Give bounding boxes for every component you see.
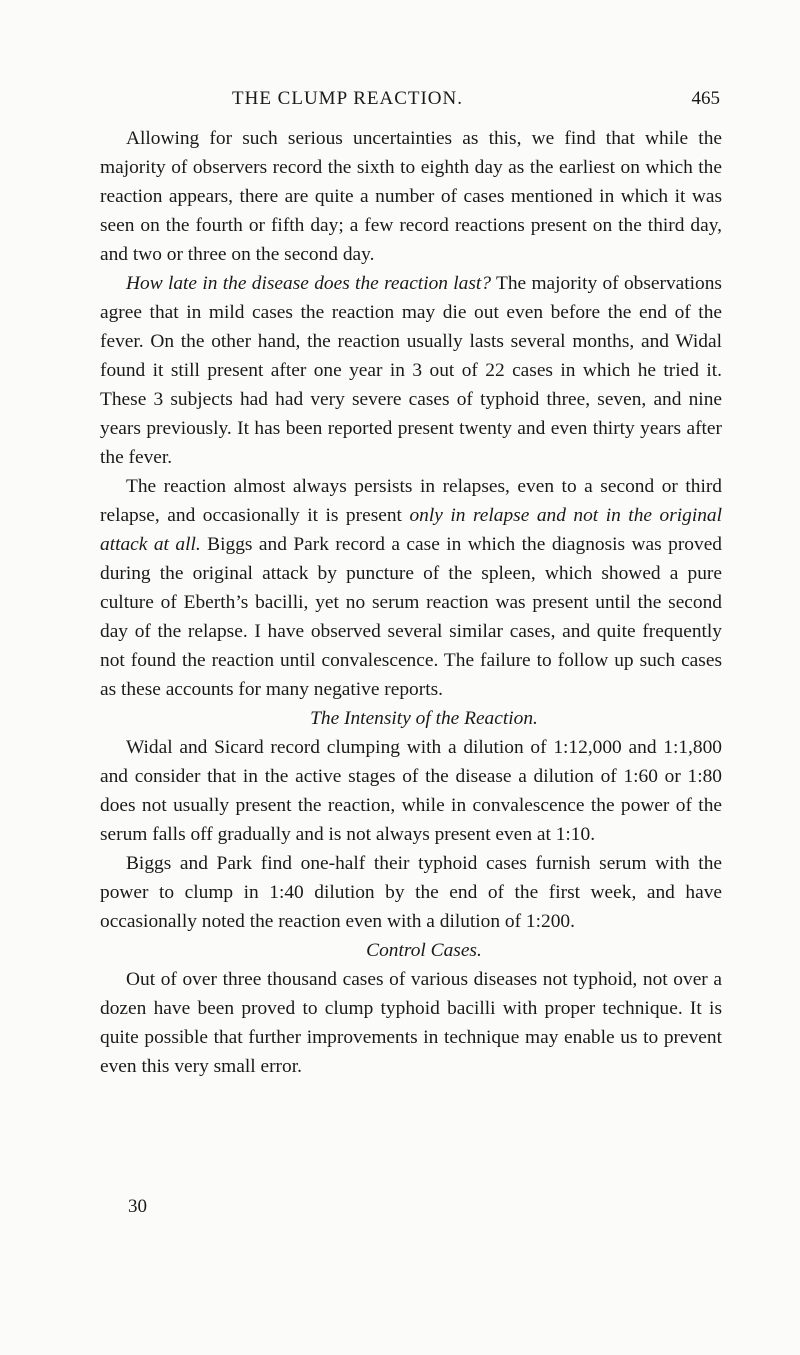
paragraph-biggs-park: Biggs and Park find one-half their typhoid cases furnish serum with the power to clump in 1:40 dilution by the end of the first week, and have occasionally noted the reaction even with a dilution of 1:200. bbox=[100, 853, 722, 932]
paragraph-relapse-text-a: The reaction almost always persists in relapses, even to a second or third relapse, and occasionally it is present bbox=[100, 476, 722, 526]
running-head bbox=[100, 88, 720, 118]
paragraph-relapse-text-b: Biggs and Park record a case in which the diagnosis was proved during the original attack by puncture of the spleen, which showed a pure culture of Eberth’s bacilli, yet no serum reaction was present until the second day of the relapse. I have observed several similar cases, and quite frequently not found the reaction until convalescence. The failure to follow up such cases as these accounts for many negative reports. bbox=[100, 534, 722, 700]
paragraph-duration-text: The majority of observations agree that in mild cases the reaction may die out even before the end of the fever. On the other hand, the reaction usually lasts several months, and Widal found it still present after one year in 3 out of 22 cases in which he tried it. These 3 subjects had had very severe cases of typhoid three, seven, and nine years previously. It has been reported present twenty and even thirty years after the fever. bbox=[100, 273, 722, 468]
running-title: THE CLUMP REACTION. bbox=[232, 88, 463, 109]
paragraph-duration bbox=[100, 269, 722, 472]
paragraph-relapse-emphasis: only in relapse and not in the original attack at all. bbox=[100, 505, 722, 555]
paragraph-control-cases: Out of over three thousand cases of various diseases not typhoid, not over a dozen have been proved to clump typhoid bacilli with proper technique. It is quite possible that further improvements in technique may enable us to prevent even this very small error. bbox=[100, 969, 722, 1077]
paragraph-dilution: Widal and Sicard record clumping with a dilution of 1:12,000 and 1:1,800 and consider that in the active stages of the disease a dilution of 1:60 or 1:80 does not usually present the reaction, while in convalescence the power of the serum falls off gradually and is not always present even at 1:10. bbox=[100, 737, 722, 845]
paragraph-relapse bbox=[100, 472, 722, 704]
paragraph-duration-question: How late in the disease does the reaction last? bbox=[126, 273, 492, 294]
page-number: 465 bbox=[691, 88, 720, 109]
body-text bbox=[100, 124, 722, 1081]
signature-mark: 30 bbox=[128, 1196, 147, 1217]
section-heading-intensity: The Intensity of the Reaction. bbox=[310, 708, 538, 729]
paragraph-onset: Allowing for such serious uncertainties as this, we find that while the majority of observers record the sixth to eighth day as the earliest on which the reaction appears, there are quite a number of cases mentioned in which it was seen on the fourth or fifth day; a few record reactions present on the third day, and two or three on the second day. bbox=[100, 128, 722, 265]
section-heading-control: Control Cases. bbox=[366, 940, 482, 961]
